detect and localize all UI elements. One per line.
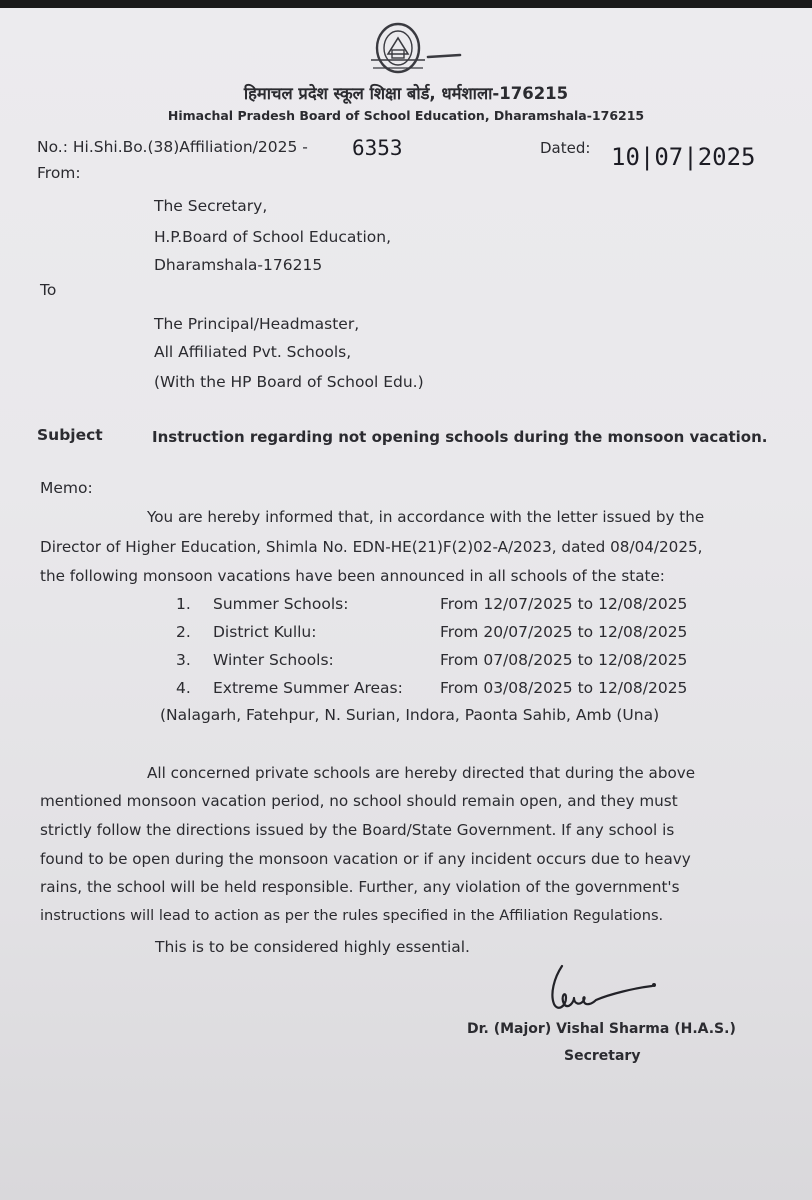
schedule-category: District Kullu: xyxy=(213,623,317,641)
memo-paragraph-line: instructions will lead to action as per the rules specified in the Affiliation Regulations. xyxy=(40,907,664,924)
schedule-category: Summer Schools: xyxy=(213,595,349,613)
subject-label: Subject xyxy=(37,426,103,444)
from-line: Dharamshala-176215 xyxy=(154,256,323,274)
to-label: To xyxy=(40,281,57,299)
closing-line: This is to be considered highly essential. xyxy=(155,938,470,956)
handwritten-signature-icon xyxy=(540,960,670,1020)
schedule-number: 1. xyxy=(176,595,191,613)
schedule-period: From 07/08/2025 to 12/08/2025 xyxy=(440,651,688,669)
schedule-period: From 03/08/2025 to 12/08/2025 xyxy=(440,679,688,697)
header-english-title: Himachal Pradesh Board of School Education, Dharamshala-176215 xyxy=(167,108,645,123)
schedule-period: From 12/07/2025 to 12/08/2025 xyxy=(440,595,688,613)
header-hindi-title: हिमाचल प्रदेश स्कूल शिक्षा बोर्ड, धर्मशाला-176215 xyxy=(243,84,569,103)
from-label: From: xyxy=(37,164,81,182)
schedule-category: Winter Schools: xyxy=(213,651,334,669)
memo-paragraph-line: mentioned monsoon vacation period, no school should remain open, and they must xyxy=(40,792,678,810)
to-line: All Affiliated Pvt. Schools, xyxy=(154,343,352,361)
signatory-title: Secretary xyxy=(564,1048,641,1064)
memo-paragraph-line: rains, the school will be held responsible. Further, any violation of the government's xyxy=(40,878,680,896)
memo-paragraph-line: the following monsoon vacations have been announced in all schools of the state: xyxy=(40,567,665,585)
schedule-category: Extreme Summer Areas: xyxy=(213,679,403,697)
dated-handwritten: 10|07|2025 xyxy=(611,143,756,171)
board-emblem-icon xyxy=(368,20,470,82)
memo-paragraph-line: Director of Higher Education, Shimla No. EDN-HE(21)F(2)02-A/2023, dated 08/04/2025, xyxy=(40,538,703,556)
memo-paragraph-line: You are hereby informed that, in accordance with the letter issued by the xyxy=(147,508,705,526)
to-line: (With the HP Board of School Edu.) xyxy=(154,373,424,391)
areas-note: (Nalagarh, Fatehpur, N. Surian, Indora, Paonta Sahib, Amb (Una) xyxy=(160,706,660,724)
schedule-period: From 20/07/2025 to 12/08/2025 xyxy=(440,623,688,641)
from-line: H.P.Board of School Education, xyxy=(154,228,391,246)
schedule-number: 3. xyxy=(176,651,191,669)
schedule-number: 4. xyxy=(176,679,191,697)
to-line: The Principal/Headmaster, xyxy=(154,315,360,333)
schedule-number: 2. xyxy=(176,623,191,641)
reference-number-handwritten: 6353 xyxy=(352,136,403,160)
memo-document xyxy=(0,8,812,1200)
memo-paragraph-line: strictly follow the directions issued by the Board/State Government. If any school is xyxy=(40,821,675,839)
dated-label: Dated: xyxy=(540,139,591,157)
memo-label: Memo: xyxy=(40,479,93,497)
memo-paragraph-line: found to be open during the monsoon vacation or if any incident occurs due to heavy xyxy=(40,850,691,868)
reference-number-label: No.: Hi.Shi.Bo.(38)Affiliation/2025 - xyxy=(37,138,308,156)
signatory-name: Dr. (Major) Vishal Sharma (H.A.S.) xyxy=(467,1021,736,1037)
from-line: The Secretary, xyxy=(154,197,268,215)
memo-paragraph-line: All concerned private schools are hereby directed that during the above xyxy=(147,764,696,782)
subject-text: Instruction regarding not opening schools during the monsoon vacation. xyxy=(152,428,768,446)
